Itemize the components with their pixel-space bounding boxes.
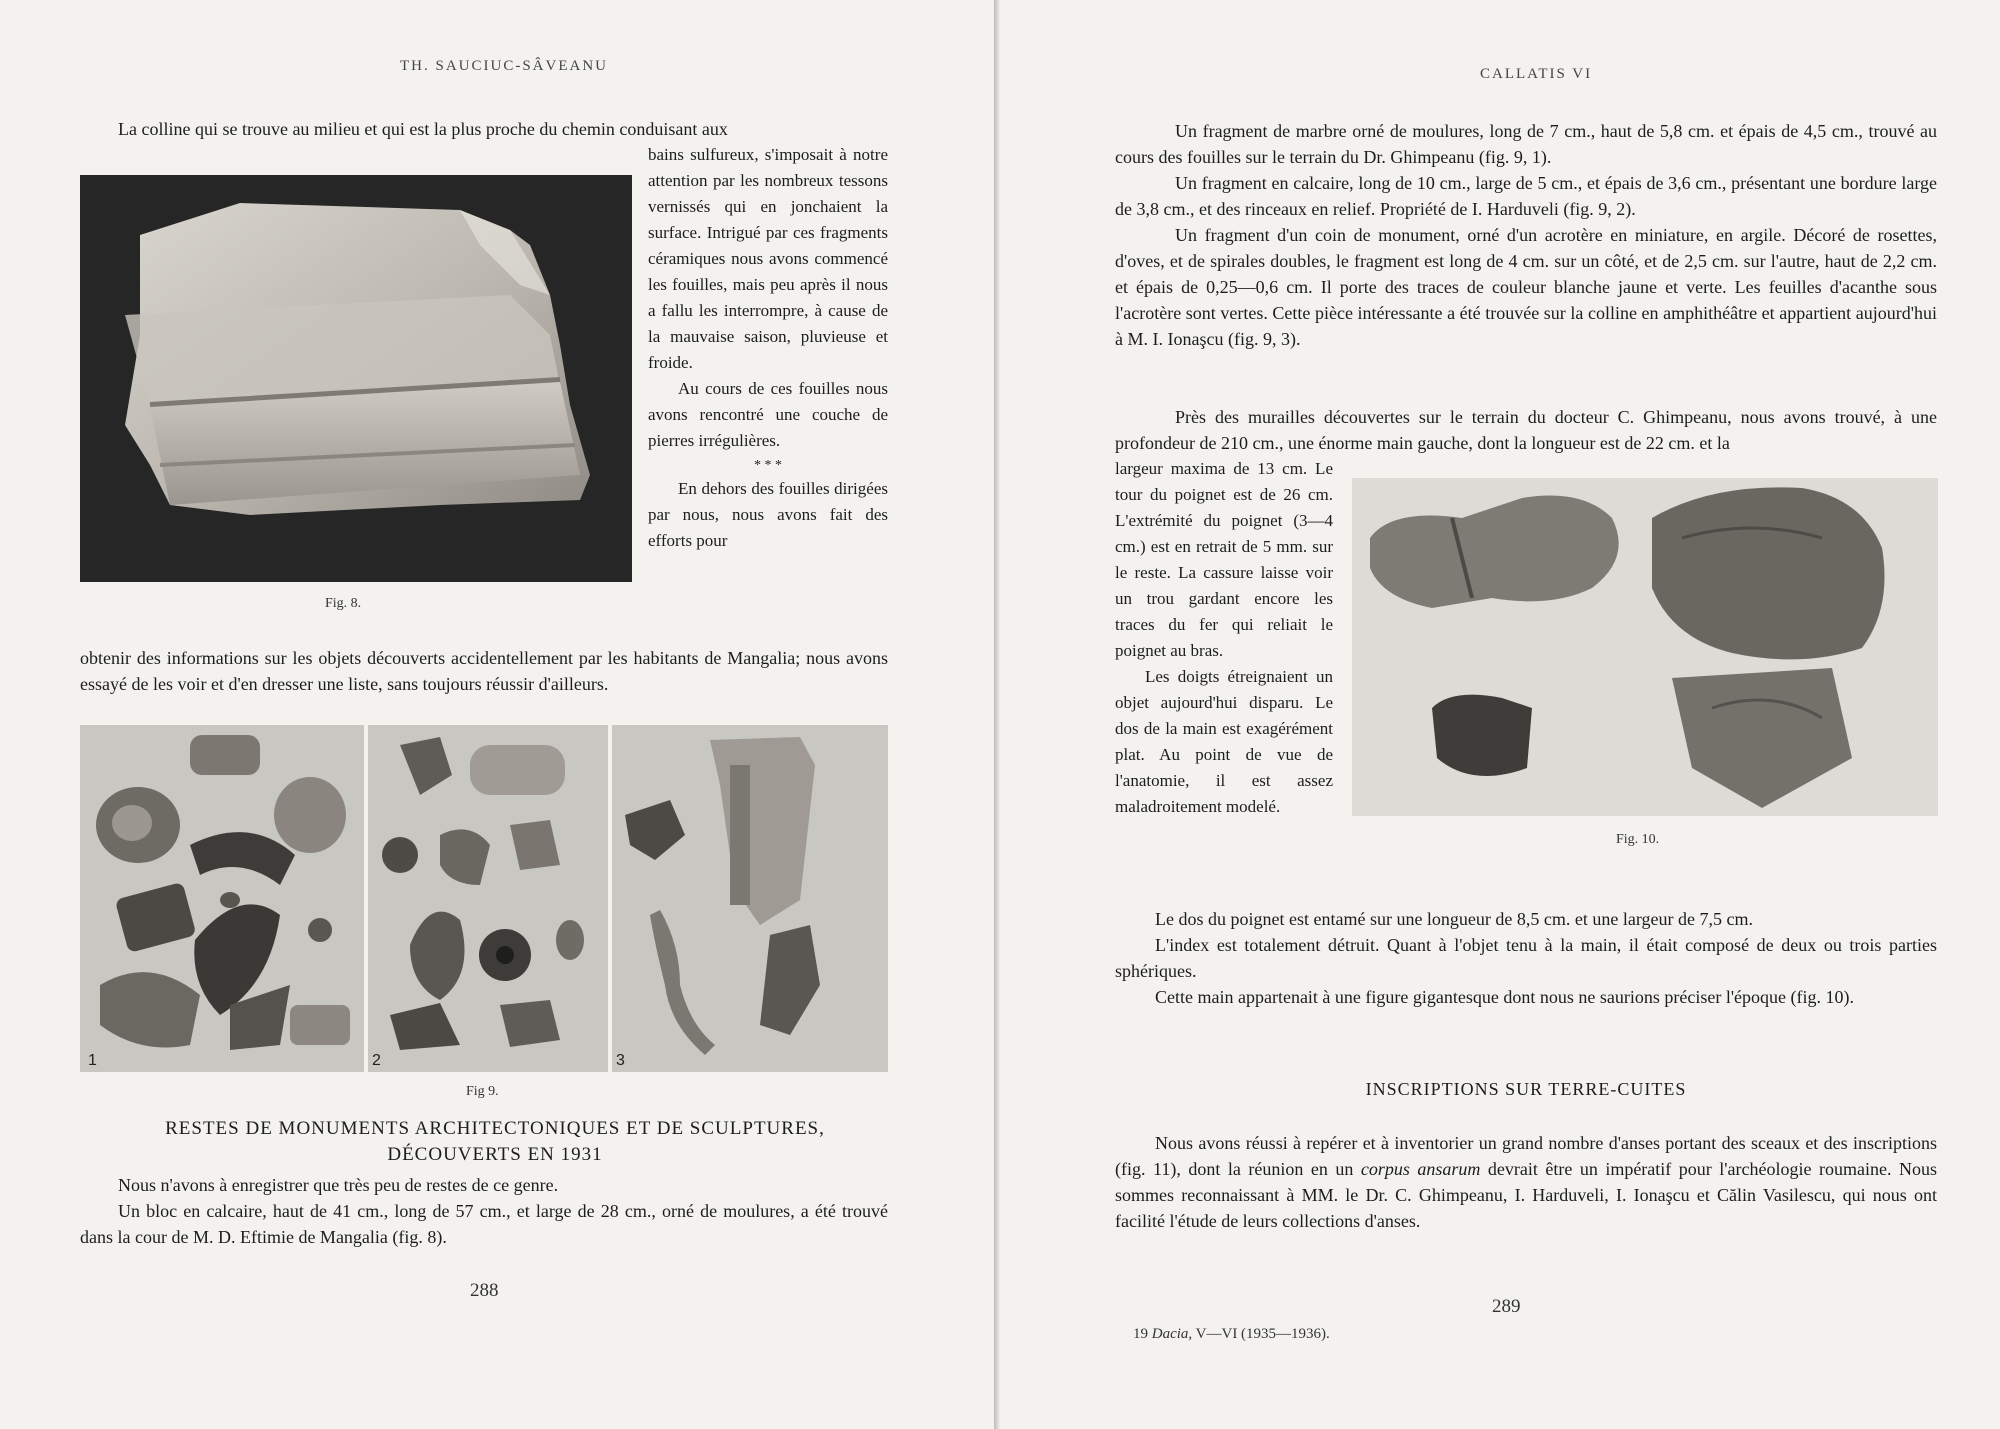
side-column-text-b: Les doigts étreignaient un objet aujourd'hui disparu. Le dos de la main est exagérément plat. Au point de vue de l'anatomie, il est assez maladroitement modelé. (1115, 667, 1333, 816)
corpus-ansarum-term: corpus ansarum (1360, 1159, 1481, 1179)
fig10-photo (1352, 478, 1938, 816)
fig9-caption: Fig 9. (466, 1084, 499, 1099)
section-title-line-2: DÉCOUVERTS EN 1931 (387, 1144, 603, 1165)
fig8-limestone-block (80, 175, 632, 582)
paragraph-main-gauche: Près des murailles découvertes sur le terrain du docteur C. Ghimpeanu, nous avons trouvé, à une profondeur de 210 cm., une énorme main gauche, dont la longueur est de 22 cm. et la (1115, 407, 1937, 453)
fig9-fragments (80, 725, 888, 1072)
paragraph-index: L'index est totalement détruit. Quant à l'objet tenu à la main, il était composé de deux ou trois parties sphériques. (1115, 935, 1937, 981)
side-column-text-1: bains sulfureux, s'imposait à notre attention par les nombreux tessons vernissés qui en jonchaient la surface. Intrigué par ces fragments céramiques nous avons commencé les fouilles, mais peu après il nous a fallu les interrompre, à cause de la mauvaise saison, pluvieuse et froide. (648, 145, 888, 372)
intro-line: La colline qui se trouve au milieu et qui est la plus proche du chemin conduisant aux (118, 119, 728, 139)
side-column-text-3: En dehors des fouilles dirigées par nous, nous avons fait des efforts pour (648, 479, 888, 550)
fig9-label-3: 3 (616, 1052, 625, 1069)
paragraph-acrotere: Un fragment d'un coin de monument, orné d'un acrotère en miniature, en argile. Décoré de rosettes, d'oves, et de spirales doubles, le fragment est long de 4 cm. sur un côté, et de 2,5 cm. sur l'autre, haut de 2,2 cm. et épais de 0,25—0,6 cm. Il porte des traces de couleur blanche jaune et verte. Les feuilles d'acanthe sous l'acrotère sont vertes. Cette pièce intéressante a été trouvée sur la colline en amphithéâtre et appartient aujourd'hui à M. I. Ionaşcu (fig. 9, 3). (1115, 225, 1937, 349)
section-title-line-1: RESTES DE MONUMENTS ARCHITECTONIQUES ET DE SCULPTURES, (165, 1118, 825, 1139)
signature-line (1133, 1326, 1330, 1343)
fig8-photo (80, 175, 632, 582)
asterism: * * * (754, 458, 782, 473)
paragraph-anses (1115, 1130, 1937, 1234)
fig9-plate (80, 725, 888, 1072)
running-head-right: CALLATIS VI (1480, 66, 1593, 82)
left-page (0, 0, 994, 1429)
paragraph-anses-text-2: devrait être un impératif pour l'archéologie roumaine. Nous sommes reconnaissant à MM. le Dr. C. Ghimpeanu, I. Harduveli, I. Ionaşcu et Călin Vasilescu, qui nous ont facilité l'étude de leurs collections d'anses. (1115, 1159, 1937, 1231)
section-title-monuments (110, 1116, 880, 1168)
left-side-column (648, 142, 888, 554)
left-full-paragraph: obtenir des informations sur les objets découverts accidentellement par les habitants de Mangalia; nous avons essayé de les voir et d'en dresser une liste, sans toujours réussir d'ailleurs. (80, 648, 888, 694)
paragraph-dos-poignet: Le dos du poignet est entamé sur une longueur de 8,5 cm. et une largeur de 7,5 cm. (1155, 909, 1753, 929)
fig9-label-1: 1 (88, 1052, 97, 1069)
side-column-text-a: largeur maxima de 13 cm. Le tour du poignet est de 26 cm. L'extrémité du poignet (3—4 cm.) est en retrait de 5 mm. sur le reste. La cassure laisse voir un trou gardant encore les traces du fer qui reliait le poignet au bras. (1115, 459, 1333, 660)
fig10-caption: Fig. 10. (1616, 832, 1660, 847)
signature-journal: Dacia, (1151, 1326, 1193, 1342)
right-page (1000, 0, 2000, 1429)
side-column-text-2: Au cours de ces fouilles nous avons rencontré une couche de pierres irrégulières. (648, 379, 888, 450)
paragraph-restes: Nous n'avons à enregistrer que très peu de restes de ce genre. (118, 1175, 559, 1195)
page-number-left: 288 (470, 1280, 499, 1301)
paragraph-calcaire: Un fragment en calcaire, long de 10 cm., large de 5 cm., et épais de 3,6 cm., présentant une bordure large de 3,8 cm., et des rinceaux en relief. Propriété de I. Harduveli (fig. 9, 2). (1115, 173, 1937, 219)
paragraph-figure-gigantesque: Cette main appartenait à une figure gigantesque dont nous ne saurions préciser l'époque (fig. 10). (1155, 987, 1855, 1007)
paragraph-anses-text-1: Nous avons réussi à repérer et à inventorier un grand nombre d'anses portant des sceaux et des inscriptions (fig. 11), dont la réunion en un (1115, 1133, 1937, 1179)
right-side-column (1115, 456, 1333, 820)
signature-number: 19 (1133, 1326, 1152, 1342)
page-number-right: 289 (1492, 1296, 1521, 1317)
paragraph-bloc-calcaire: Un bloc en calcaire, haut de 41 cm., long de 57 cm., et large de 28 cm., orné de moulures, a été trouvé dans la cour de M. D. Eftimie de Mangalia (fig. 8). (80, 1201, 888, 1247)
fig10-hand-fragments (1352, 478, 1938, 816)
section-title-inscriptions: INSCRIPTIONS SUR TERRE-CUITES (1365, 1079, 1687, 1099)
signature-volume: V—VI (1935—1936). (1192, 1326, 1330, 1342)
running-head-left: TH. SAUCIUC-SÂVEANU (400, 58, 609, 74)
paragraph-marbre: Un fragment de marbre orné de moulures, long de 7 cm., haut de 5,8 cm. et épais de 4,5 cm., trouvé au cours des fouilles sur le terrain du Dr. Ghimpeanu (fig. 9, 1). (1115, 121, 1937, 167)
fig9-label-2: 2 (372, 1052, 381, 1069)
fig8-caption: Fig. 8. (325, 596, 362, 611)
